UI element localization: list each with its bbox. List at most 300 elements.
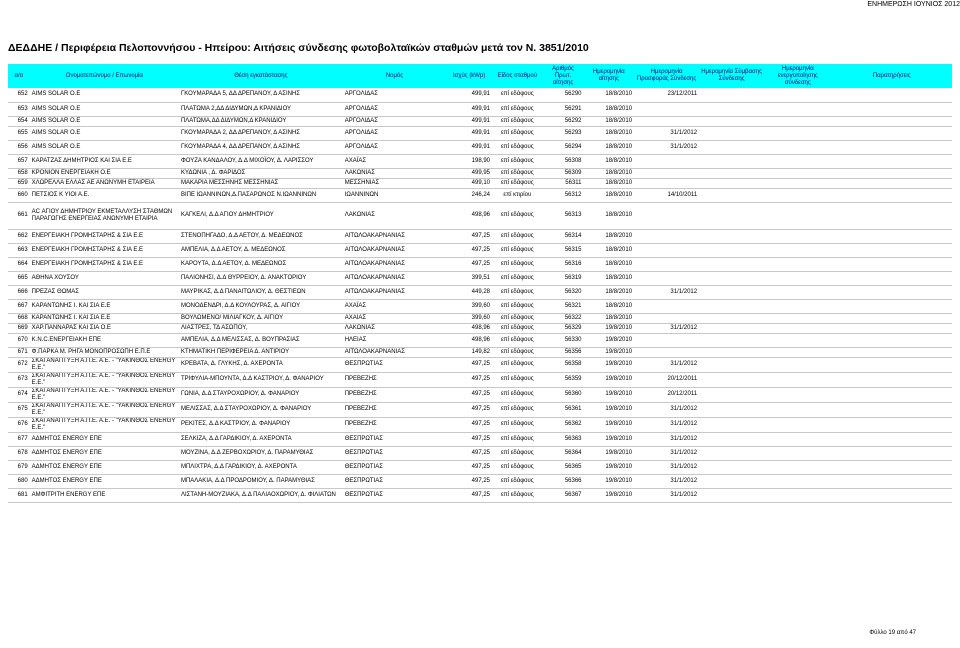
installation-location: ΓΩΝΙΑ, Δ.Δ ΣΤΑΥΡΟΧΩΡΙΟΥ, Δ. ΦΑΝΑΡΙΟΥ	[179, 387, 343, 402]
activation-date	[764, 474, 831, 488]
prefecture: ΑΡΓΟΛΙΔΑΣ	[343, 102, 447, 116]
prefecture: ΑΡΓΟΛΙΔΑΣ	[343, 126, 447, 140]
column-header: Ημερομηνία αίτησης	[584, 64, 635, 88]
installation-location: ΠΛΑΤΩΜΑ,ΔΔ ΔΙΔΥΜΩΝ,Δ ΚΡΑΝΙΔΙΟΥ	[179, 116, 343, 126]
power-kwp: 497,25	[446, 372, 492, 387]
station-type: επί εδάφους	[492, 168, 543, 178]
applications-table	[8, 64, 952, 503]
prefecture: ΘΕΣΠΡΩΤΙΑΣ	[343, 446, 447, 460]
applicant-name: ΑΘΗΝΑ ΧΟΥΣΟΥ	[30, 271, 179, 285]
remarks	[832, 178, 952, 188]
station-type: επί εδάφους	[492, 154, 543, 168]
installation-location: ΣΕΛΚΙΖΑ, Δ.Δ ΓΑΡΔΙΚΙΟΥ, Δ. ΑΧΕΡΟΝΤΑ	[179, 432, 343, 446]
prefecture: ΠΡΕΒΕΖΗΣ	[343, 387, 447, 402]
row-number: 658	[8, 168, 30, 178]
row-number: 673	[8, 372, 30, 387]
protocol-number: 56365	[543, 460, 584, 474]
contract-date	[699, 432, 764, 446]
station-type: επί εδάφους	[492, 140, 543, 154]
application-date: 19/8/2010	[584, 474, 635, 488]
contract-date	[699, 202, 764, 229]
offer-date: 31/1/2012	[634, 285, 699, 299]
applicant-name: Κ.Ν.C.ΕΝΕΡΓΕΙΑΚΗ ΕΠΕ	[30, 333, 179, 347]
offer-date	[634, 299, 699, 313]
power-kwp: 499,91	[446, 126, 492, 140]
table-header-row	[8, 64, 952, 88]
power-kwp: 499,91	[446, 88, 492, 102]
applicant-name: ΑΔΜΗΤΟΣ ENERGY ΕΠΕ	[30, 474, 179, 488]
offer-date: 14/10/2011	[634, 188, 699, 202]
contract-date	[699, 446, 764, 460]
application-date: 18/8/2010	[584, 140, 635, 154]
contract-date	[699, 178, 764, 188]
prefecture: ΑΡΓΟΛΙΔΑΣ	[343, 116, 447, 126]
document-title: ΔΕΔΔΗΕ / Περιφέρεια Πελοποννήσου - Ηπείρου: Αιτήσεις σύνδεσης φωτοβολταϊκών σταθμών μετά τον Ν. 3851/2010	[8, 42, 589, 54]
activation-date	[764, 357, 831, 372]
activation-date	[764, 372, 831, 387]
contract-date	[699, 140, 764, 154]
station-type: επί εδάφους	[492, 271, 543, 285]
remarks	[832, 271, 952, 285]
station-type: επί εδάφους	[492, 357, 543, 372]
installation-location: ΓΚΟΥΜΑΡΑΔΑ 2, ΔΔ ΔΡΕΠΑΝΟΥ, Δ ΑΣΙΝΗΣ	[179, 126, 343, 140]
protocol-number: 56320	[543, 285, 584, 299]
application-date: 19/8/2010	[584, 323, 635, 333]
table-body	[8, 88, 952, 502]
activation-date	[764, 202, 831, 229]
contract-date	[699, 116, 764, 126]
remarks	[832, 357, 952, 372]
activation-date	[764, 460, 831, 474]
prefecture: ΑΙΤΩΛΟΑΚΑΡΝΑΝΙΑΣ	[343, 271, 447, 285]
remarks	[832, 372, 952, 387]
application-date: 19/8/2010	[584, 372, 635, 387]
activation-date	[764, 188, 831, 202]
contract-date	[699, 285, 764, 299]
power-kwp: 399,60	[446, 313, 492, 323]
power-kwp: 497,25	[446, 417, 492, 432]
power-kwp: 399,51	[446, 271, 492, 285]
activation-date	[764, 387, 831, 402]
power-kwp: 497,25	[446, 402, 492, 417]
activation-date	[764, 333, 831, 347]
applicant-name: ΧΛΩΡΕΛΛΑ ΕΛΛΑΣ ΑΕ ΑΝΩΝΥΜΗ ΕΤΑΙΡΕΙΑ	[30, 178, 179, 188]
installation-location: ΠΛΑΤΩΜΑ 2,ΔΔ ΔΙΔΥΜΩΝ,Δ ΚΡΑΝΙΔΙΟΥ	[179, 102, 343, 116]
station-type: επί εδάφους	[492, 229, 543, 243]
protocol-number: 56358	[543, 357, 584, 372]
installation-location: ΤΡΙΦΥΛΙΑ-ΜΠΟΥΝΤΑ, Δ.Δ ΚΑΣΤΡΙΟΥ, Δ. ΦΑΝΑΡΙΟΥ	[179, 372, 343, 387]
activation-date	[764, 446, 831, 460]
protocol-number: 56362	[543, 417, 584, 432]
application-date: 18/8/2010	[584, 243, 635, 257]
table-row	[8, 202, 952, 229]
station-type: επί εδάφους	[492, 460, 543, 474]
contract-date	[699, 299, 764, 313]
row-number: 666	[8, 285, 30, 299]
applicant-name: ΣΚΑΙ ΑΝΑΠΤΥΞΗ Α.Π.Ε. Α.Ε. - "ΥΑΚΙΝΘΟΣ ENERGY E.E."	[30, 372, 179, 387]
remarks	[832, 188, 952, 202]
activation-date	[764, 347, 831, 357]
prefecture: ΑΙΤΩΛΟΑΚΑΡΝΑΝΙΑΣ	[343, 229, 447, 243]
row-number: 667	[8, 299, 30, 313]
applicant-name: AIMS SOLAR O.E	[30, 88, 179, 102]
station-type: επί εδάφους	[492, 116, 543, 126]
contract-date	[699, 357, 764, 372]
protocol-number: 56361	[543, 402, 584, 417]
protocol-number: 56321	[543, 299, 584, 313]
row-number: 678	[8, 446, 30, 460]
contract-date	[699, 243, 764, 257]
row-number: 652	[8, 88, 30, 102]
remarks	[832, 126, 952, 140]
application-date: 19/8/2010	[584, 387, 635, 402]
prefecture: ΜΕΣΣΗΝΙΑΣ	[343, 178, 447, 188]
prefecture: ΙΩΑΝΝΙΝΩΝ	[343, 188, 447, 202]
row-number: 656	[8, 140, 30, 154]
prefecture: ΑΧΑΪΑΣ	[343, 299, 447, 313]
installation-location: ΜΟΥΖΙΝΑ, Δ.Δ ΖΕΡΒΟΧΩΡΙΟΥ, Δ. ΠΑΡΑΜΥΘΙΑΣ	[179, 446, 343, 460]
activation-date	[764, 299, 831, 313]
row-number: 680	[8, 474, 30, 488]
application-date: 18/8/2010	[584, 178, 635, 188]
application-date: 18/8/2010	[584, 257, 635, 271]
offer-date	[634, 168, 699, 178]
activation-date	[764, 271, 831, 285]
table-row	[8, 116, 952, 126]
remarks	[832, 488, 952, 502]
application-date: 19/8/2010	[584, 488, 635, 502]
application-date: 18/8/2010	[584, 116, 635, 126]
table-row	[8, 257, 952, 271]
column-header: Ονοματεπώνυμο / Επωνυμία	[30, 64, 179, 88]
prefecture: ΘΕΣΠΡΩΤΙΑΣ	[343, 488, 447, 502]
applicant-name: AIMS SOLAR O.E	[30, 140, 179, 154]
station-type: επί εδάφους	[492, 257, 543, 271]
column-header: Παρατηρήσεις	[832, 64, 952, 88]
station-type: επί εδάφους	[492, 333, 543, 347]
activation-date	[764, 285, 831, 299]
table-row	[8, 178, 952, 188]
table-row	[8, 243, 952, 257]
prefecture: ΑΙΤΩΛΟΑΚΑΡΝΑΝΙΑΣ	[343, 347, 447, 357]
offer-date: 31/1/2012	[634, 357, 699, 372]
activation-date	[764, 257, 831, 271]
activation-date	[764, 313, 831, 323]
application-date: 18/8/2010	[584, 154, 635, 168]
prefecture: ΛΑΚΩΝΙΑΣ	[343, 202, 447, 229]
applicant-name: ΧΑΡ.ΠΑΝΝΑΡΑΣ ΚΑΙ ΣΙΑ Ο.Ε	[30, 323, 179, 333]
table-row	[8, 168, 952, 178]
installation-location: ΒΙΠΕ ΙΩΑΝΝΙΝΩΝ,Δ.ΠΑΣΑΡΩΝΟΣ Ν.ΙΩΑΝΝΙΝΩΝ	[179, 188, 343, 202]
applicant-name: AIMS SOLAR O.E	[30, 126, 179, 140]
station-type: επί εδάφους	[492, 474, 543, 488]
activation-date	[764, 402, 831, 417]
applicant-name: ΣΚΑΙ ΑΝΑΠΤΥΞΗ Α.Π.Ε. Α.Ε. - "ΥΑΚΙΝΘΟΣ ENERGY E.E."	[30, 417, 179, 432]
application-date: 19/8/2010	[584, 446, 635, 460]
table-row	[8, 126, 952, 140]
contract-date	[699, 88, 764, 102]
application-date: 18/8/2010	[584, 313, 635, 323]
activation-date	[764, 432, 831, 446]
row-number: 665	[8, 271, 30, 285]
applicant-name: ΕΝΕΡΓΕΙΑΚΗ ΓΡΟΜΗΣΤΑΡΗΣ & ΣΙΑ Ε.Ε	[30, 229, 179, 243]
application-date: 19/8/2010	[584, 432, 635, 446]
station-type: επί εδάφους	[492, 126, 543, 140]
applicant-name: AIMS SOLAR O.E	[30, 116, 179, 126]
contract-date	[699, 271, 764, 285]
table-row	[8, 347, 952, 357]
protocol-number: 56316	[543, 257, 584, 271]
application-date: 18/8/2010	[584, 285, 635, 299]
power-kwp: 497,25	[446, 257, 492, 271]
offer-date: 31/1/2012	[634, 126, 699, 140]
installation-location: ΛΙΑΣΤΡΕΣ, ΤΔ ΑΣΩΠΟΥ,	[179, 323, 343, 333]
prefecture: ΛΑΚΩΝΙΑΣ	[343, 168, 447, 178]
installation-location: ΜΠΛΙΧΤΡΑ, Δ.Δ ΓΑΡΔΙΚΙΟΥ, Δ. ΑΧΕΡΟΝΤΑ	[179, 460, 343, 474]
installation-location: ΒΟΥΛΩΜΕΝΟ/ ΜΙΛΙΑΓΚΟΥ, Δ. ΑΙΓΙΟΥ	[179, 313, 343, 323]
application-date: 19/8/2010	[584, 357, 635, 372]
station-type: επί εδάφους	[492, 432, 543, 446]
row-number: 655	[8, 126, 30, 140]
offer-date	[634, 271, 699, 285]
column-header: Ημερομηνία Προσφοράς Σύνδεσης	[634, 64, 699, 88]
protocol-number: 56359	[543, 372, 584, 387]
offer-date	[634, 347, 699, 357]
applicant-name: ΚΑΡΑΝΤΩΝΗΣ Ι. ΚΑΙ ΣΙΑ Ε.Ε	[30, 313, 179, 323]
offer-date	[634, 178, 699, 188]
protocol-number: 56363	[543, 432, 584, 446]
activation-date	[764, 102, 831, 116]
installation-location: ΜΟΝΟΔΕΝΔΡΙ, Δ.Δ ΚΟΥΛΟΥΡΑΣ, Δ. ΑΙΓΙΟΥ	[179, 299, 343, 313]
station-type: επί εδάφους	[492, 285, 543, 299]
remarks	[832, 285, 952, 299]
activation-date	[764, 323, 831, 333]
contract-date	[699, 102, 764, 116]
power-kwp: 497,25	[446, 460, 492, 474]
application-date: 18/8/2010	[584, 188, 635, 202]
power-kwp: 498,96	[446, 202, 492, 229]
contract-date	[699, 460, 764, 474]
column-header: Είδος σταθμού	[492, 64, 543, 88]
power-kwp: 497,25	[446, 243, 492, 257]
remarks	[832, 154, 952, 168]
application-date: 18/8/2010	[584, 229, 635, 243]
application-date: 19/8/2010	[584, 417, 635, 432]
power-kwp: 499,10	[446, 178, 492, 188]
remarks	[832, 229, 952, 243]
application-date: 19/8/2010	[584, 460, 635, 474]
contract-date	[699, 257, 764, 271]
row-number: 672	[8, 357, 30, 372]
power-kwp: 497,25	[446, 432, 492, 446]
applicant-name: ΚΑΡΑΤΖΑΣ ΔΗΜΗΤΡΙΟΣ ΚΑΙ ΣΙΑ Ε.Ε	[30, 154, 179, 168]
applicant-name: ΣΚΑΙ ΑΝΑΠΤΥΞΗ Α.Π.Ε. Α.Ε. - "ΥΑΚΙΝΘΟΣ ENERGY E.E."	[30, 402, 179, 417]
row-number: 677	[8, 432, 30, 446]
protocol-number: 56313	[543, 202, 584, 229]
row-number: 663	[8, 243, 30, 257]
offer-date	[634, 102, 699, 116]
station-type: επί κτιρίου	[492, 188, 543, 202]
station-type: επί εδάφους	[492, 299, 543, 313]
power-kwp: 499,91	[446, 140, 492, 154]
prefecture: ΑΧΑΪΑΣ	[343, 154, 447, 168]
protocol-number: 56314	[543, 229, 584, 243]
installation-location: ΜΕΛΙΣΣΑΣ, Δ.Δ ΣΤΑΥΡΟΧΩΡΙΟΥ, Δ. ΦΑΝΑΡΙΟΥ	[179, 402, 343, 417]
contract-date	[699, 313, 764, 323]
applicant-name: AIMS SOLAR O.E	[30, 102, 179, 116]
applicant-name: ΑΜΦΙΤΡΙΤΗ ENERGY ΕΠΕ	[30, 488, 179, 502]
station-type: επί εδάφους	[492, 417, 543, 432]
applicant-name: ΚΑΡΑΝΤΩΝΗΣ Ι. ΚΑΙ ΣΙΑ Ε.Ε	[30, 299, 179, 313]
row-number: 662	[8, 229, 30, 243]
protocol-number: 56291	[543, 102, 584, 116]
column-header: Ισχύς (kWp)	[446, 64, 492, 88]
power-kwp: 449,28	[446, 285, 492, 299]
row-number: 668	[8, 313, 30, 323]
installation-location: ΡΕΚΙΤΕΣ, Δ.Δ ΚΑΣΤΡΙΟΥ, Δ. ΦΑΝΑΡΙΟΥ	[179, 417, 343, 432]
prefecture: ΑΡΓΟΛΙΔΑΣ	[343, 140, 447, 154]
row-number: 661	[8, 202, 30, 229]
table-row	[8, 88, 952, 102]
table-row	[8, 323, 952, 333]
activation-date	[764, 488, 831, 502]
installation-location: ΦΟΥΖΑ ΚΑΝΔΑΛΟΥ, Δ.Δ ΜΙΧΟΪΟΥ, Δ. ΛΑΡΙΣΣΟΥ	[179, 154, 343, 168]
application-date: 19/8/2010	[584, 333, 635, 347]
update-label: ΕΝΗΜΕΡΩΣΗ ΙΟΥΝΙΟΣ 2012	[867, 1, 960, 8]
power-kwp: 149,82	[446, 347, 492, 357]
table-row	[8, 229, 952, 243]
table-row	[8, 372, 952, 387]
row-number: 674	[8, 387, 30, 402]
power-kwp: 497,25	[446, 387, 492, 402]
protocol-number: 56356	[543, 347, 584, 357]
application-date: 18/8/2010	[584, 271, 635, 285]
applicant-name: ΑΔΜΗΤΟΣ ENERGY ΕΠΕ	[30, 460, 179, 474]
activation-date	[764, 178, 831, 188]
prefecture: ΑΙΤΩΛΟΑΚΑΡΝΑΝΙΑΣ	[343, 285, 447, 299]
activation-date	[764, 126, 831, 140]
protocol-number: 56319	[543, 271, 584, 285]
offer-date: 31/1/2012	[634, 140, 699, 154]
activation-date	[764, 154, 831, 168]
table-row	[8, 140, 952, 154]
contract-date	[699, 229, 764, 243]
remarks	[832, 387, 952, 402]
protocol-number: 56366	[543, 474, 584, 488]
protocol-number: 56360	[543, 387, 584, 402]
applicant-name: ΣΚΑΙ ΑΝΑΠΤΥΞΗ Α.Π.Ε. Α.Ε. - "ΥΑΚΙΝΘΟΣ ENERGY E.E."	[30, 357, 179, 372]
installation-location: ΜΑΥΡΙΚΑΣ, Δ.Δ ΠΑΝΑΙΤΩΛΙΟΥ, Δ. ΘΕΣΤΙΕΩΝ	[179, 285, 343, 299]
protocol-number: 56364	[543, 446, 584, 460]
contract-date	[699, 417, 764, 432]
table-row	[8, 402, 952, 417]
remarks	[832, 402, 952, 417]
row-number: 675	[8, 402, 30, 417]
power-kwp: 497,25	[446, 474, 492, 488]
row-number: 671	[8, 347, 30, 357]
column-header: Ημερομηνία Σύμβασης Σύνδεσης	[699, 64, 764, 88]
activation-date	[764, 140, 831, 154]
station-type: επί εδάφους	[492, 347, 543, 357]
installation-location: ΚΑΡΟΥΤΑ, Δ.Δ ΑΕΤΟΥ, Δ. ΜΕΔΕΩΝΟΣ	[179, 257, 343, 271]
table-row	[8, 357, 952, 372]
remarks	[832, 168, 952, 178]
row-number: 659	[8, 178, 30, 188]
applicant-name: ΑΔΜΗΤΟΣ ENERGY ΕΠΕ	[30, 432, 179, 446]
column-header: Θέση εγκατάστασης	[179, 64, 343, 88]
offer-date: 31/1/2012	[634, 402, 699, 417]
remarks	[832, 88, 952, 102]
table-row	[8, 432, 952, 446]
offer-date: 31/1/2012	[634, 323, 699, 333]
table-row	[8, 299, 952, 313]
protocol-number: 56293	[543, 126, 584, 140]
protocol-number: 56322	[543, 313, 584, 323]
table-row	[8, 313, 952, 323]
offer-date	[634, 202, 699, 229]
prefecture: ΗΛΕΙΑΣ	[343, 333, 447, 347]
remarks	[832, 202, 952, 229]
offer-date: 31/1/2012	[634, 488, 699, 502]
prefecture: ΑΙΤΩΛΟΑΚΑΡΝΑΝΙΑΣ	[343, 243, 447, 257]
protocol-number: 56309	[543, 168, 584, 178]
offer-date: 31/1/2012	[634, 474, 699, 488]
installation-location: ΑΜΠΕΛΙΑ, Δ.Δ ΑΕΤΟΥ, Δ. ΜΕΔΕΩΝΟΣ	[179, 243, 343, 257]
power-kwp: 399,60	[446, 299, 492, 313]
application-date: 19/8/2010	[584, 402, 635, 417]
protocol-number: 56290	[543, 88, 584, 102]
column-header: Ημερομηνία ενεργοποίησης σύνδεσης	[764, 64, 831, 88]
protocol-number: 56308	[543, 154, 584, 168]
contract-date	[699, 154, 764, 168]
prefecture: ΑΡΓΟΛΙΔΑΣ	[343, 88, 447, 102]
application-date: 18/8/2010	[584, 168, 635, 178]
station-type: επί εδάφους	[492, 102, 543, 116]
offer-date	[634, 229, 699, 243]
remarks	[832, 460, 952, 474]
table-row	[8, 446, 952, 460]
offer-date: 31/1/2012	[634, 446, 699, 460]
installation-location: ΜΠΑΛΑΚΙΑ, Δ.Δ ΠΡΟΔΡΟΜΙΟΥ, Δ. ΠΑΡΑΜΥΘΙΑΣ	[179, 474, 343, 488]
table-row	[8, 285, 952, 299]
application-date: 18/8/2010	[584, 202, 635, 229]
remarks	[832, 299, 952, 313]
offer-date: 31/1/2012	[634, 417, 699, 432]
row-number: 681	[8, 488, 30, 502]
offer-date	[634, 243, 699, 257]
protocol-number: 56330	[543, 333, 584, 347]
activation-date	[764, 88, 831, 102]
table-row	[8, 102, 952, 116]
prefecture: ΑΧΑΪΑΣ	[343, 313, 447, 323]
contract-date	[699, 333, 764, 347]
protocol-number: 56367	[543, 488, 584, 502]
remarks	[832, 446, 952, 460]
station-type: επί εδάφους	[492, 313, 543, 323]
offer-date: 31/1/2012	[634, 460, 699, 474]
activation-date	[764, 168, 831, 178]
applicant-name: ΚΡΟΝΙΟΝ ΕΝΕΡΓΕΙΑΚΗ Ο.Ε	[30, 168, 179, 178]
offer-date	[634, 333, 699, 347]
protocol-number: 56315	[543, 243, 584, 257]
contract-date	[699, 168, 764, 178]
offer-date: 31/1/2012	[634, 432, 699, 446]
contract-date	[699, 126, 764, 140]
application-date: 18/8/2010	[584, 102, 635, 116]
applicant-name: ΠΡΕΖΑΣ ΘΩΜΑΣ	[30, 285, 179, 299]
protocol-number: 56292	[543, 116, 584, 126]
installation-location: ΑΜΠΕΛΙΑ, Δ.Δ ΜΕΛΙΣΣΑΣ, Δ. ΒΟΥΠΡΑΣΙΑΣ	[179, 333, 343, 347]
